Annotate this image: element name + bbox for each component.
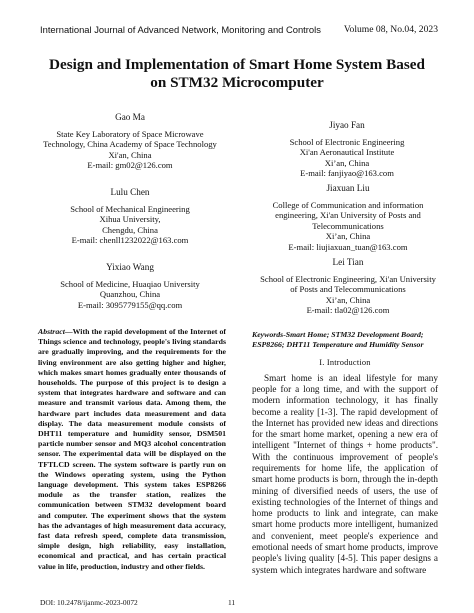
author-block-2 — [262, 120, 432, 179]
author-block-5 — [40, 262, 220, 310]
author-affiliation: of Posts and Telecommunications — [290, 284, 406, 295]
author-affiliation: Xi'an Aeronautical Institute — [299, 147, 395, 158]
author-affiliation: Xihua University, — [99, 214, 161, 225]
abstract-text: With the rapid development of the Internet of Things science and technology, people's living standards are gradually improving, and the requirements for the living environment are also getting higher and higher, which makes smart homes gradually enter thousands of households. The purpose of this project is to design a system that integrates hardware and software and can measure and transmit various data. Among them, the hardware part includes data measurement and data display. The data measurement module consists of DHT11 temperature and humidity sensor, DSM501 particle number sensor and MQ3 alcohol concentration sensor. The experimental data will be displayed on the TFTLCD screen. The system software is partly run on the Windows operating system, using the Python language development. This system takes ESP8266 module as the transfer station, realizes the communication between STM32 development board and computer. The experiment shows that the system has the advantages of high measurement data accuracy, fast data refresh speed, complete data transmission, simple design, high reliability, easy installation, economical and practical, and has certain practical value in life, production, industry and other fields. — [38, 327, 226, 571]
author-block-3 — [40, 187, 220, 246]
author-block-1 — [40, 112, 220, 171]
author-email: E-mail: fanjiyao@163.com — [300, 168, 394, 179]
introduction-paragraph — [252, 373, 438, 576]
author-email: E-mail: chenll1232022@163.com — [71, 235, 189, 246]
author-block-6 — [256, 257, 440, 316]
journal-name: International Journal of Advanced Network, Monitoring and Controls — [40, 24, 321, 35]
page-number: 11 — [228, 598, 236, 607]
title-line-2: on STM32 Microcomputer — [150, 74, 324, 91]
author-email: E-mail: gm02@126.com — [87, 160, 173, 171]
author-email: E-mail: liujiaxuan_tuan@163.com — [288, 241, 408, 252]
author-name: Yixiao Wang — [106, 262, 154, 272]
author-affiliation: School of Medicine, Huaqiao University — [60, 278, 200, 289]
introduction-text: Smart home is an ideal lifestyle for many people for a long time, and with the support of modern information technology, it has finally become a reality [1-3]. The rapid development of the Internet has provided new ideas and directions for the smart home market, opening a new era of intelligent "Internet of things + home products". With the continuous improvement of people's requirements for home life, the application of smart home products is born, through the in-depth mining of diversified needs of users, the use of existing technologies of the Internet of things and home products to link and integrate, can make smart home products more intelligent, humanized and convenient, meet people's experience and emotional needs of smart home products, improve people's living quality [4-5]. This paper designs a system which integrates hardware and software — [252, 372, 438, 575]
author-affiliation: School of Electronic Engineering, Xi'an University — [260, 273, 436, 284]
keywords: Keywords-Smart Home; STM32 Development Board; ESP8266; DHT11 Temperature and Humidity Sensor — [252, 330, 424, 350]
doi: DOI: 10.2478/ijanmc-2023-0072 — [40, 598, 138, 607]
right-column — [252, 330, 438, 576]
running-header — [40, 24, 438, 38]
paper-title — [24, 56, 450, 92]
author-affiliation: School of Mechanical Engineering — [70, 203, 190, 214]
author-affiliation: Telecommunications — [312, 220, 384, 231]
author-affiliation: engineering, Xi'an University of Posts and — [275, 210, 421, 221]
author-affiliation: School of Electronic Engineering — [289, 136, 405, 147]
author-location: Xi’an, China — [325, 294, 371, 305]
author-block-4 — [256, 183, 440, 253]
author-location: Quanzhou, China — [99, 289, 161, 300]
author-email: E-mail: tla02@126.com — [306, 305, 390, 316]
author-affiliation: State Key Laboratory of Space Microwave — [56, 128, 204, 139]
author-location: Chengdu, China — [102, 224, 158, 235]
section-heading-introduction: I. Introduction — [319, 358, 371, 368]
author-affiliation: College of Communication and information — [272, 199, 424, 210]
volume-info: Volume 08, No.04, 2023 — [343, 24, 438, 35]
abstract-label: Abstract— — [38, 327, 73, 336]
author-affiliation: Technology, China Academy of Space Technology — [43, 139, 217, 150]
abstract — [38, 327, 226, 572]
author-email: E-mail: 3095779155@qq.com — [77, 299, 183, 310]
author-location: Xi’an, China — [324, 157, 370, 168]
author-name: Jiyao Fan — [329, 120, 365, 130]
title-line-1: Design and Implementation of Smart Home System Based — [49, 56, 425, 73]
author-name: Lei Tian — [332, 257, 364, 267]
author-name: Gao Ma — [115, 112, 145, 122]
author-location: Xi’an, China — [325, 231, 371, 242]
author-location: Xi'an, China — [108, 149, 152, 160]
author-name: Lulu Chen — [110, 187, 150, 197]
author-name: Jiaxuan Liu — [326, 183, 370, 193]
